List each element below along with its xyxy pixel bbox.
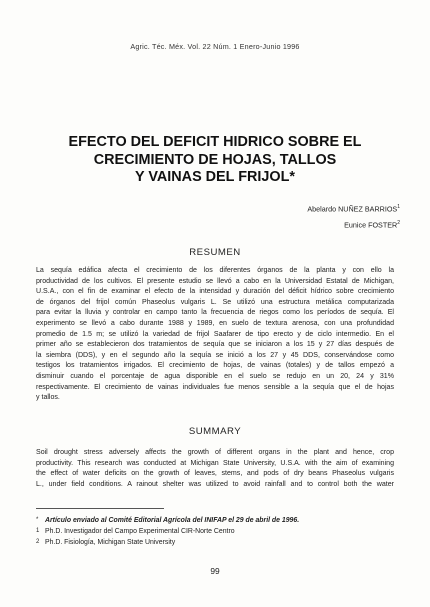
author-name: Abelardo NUÑEZ BARRIOS [307,204,398,214]
resumen-line: disminuir cuando el porcentaje de agua disponible en el suelo se redujo en un 20, 24 y 31% [36,372,394,380]
footnote-text: Ph.D. Fisiología, Michigan State University [45,539,176,546]
resumen-line: experimento se llevó a cabo durante 1988 y 1989, en suelo de textura arenosa, con una profundidad [36,319,394,327]
title-line: Y VAINAS DEL FRIJOL* [135,169,295,185]
footnote-text: Ph.D. Investigador del Campo Experimental CIR-Norte Centro [45,528,235,535]
resumen-line: la siembra (DDS), y en el segundo año la sequía se inició a los 27 y 45 DDS, conservándose como [36,351,394,359]
author-list [307,200,400,233]
summary-line: L., under field conditions. A rainout shelter was utilized to avoid rainfall and to control both the water [36,480,394,488]
footnote [36,526,394,537]
summary-line: Soil drought stress adversely affects the growth of different organs in the plant and hence, crop [36,449,394,456]
footnote-text: Artículo enviado al Comité Editorial Agrícola del INIFAP el 29 de abril de 1996. [45,517,300,524]
resumen-line: de órganos del frijol común Phaseolus vulgaris L. Se utilizó una estructura metálica computarizada [36,298,394,306]
resumen-heading: RESUMEN [189,247,241,258]
author-name: Eunice FOSTER [344,220,398,230]
resumen-paragraph [36,266,394,404]
title-line: EFECTO DEL DEFICIT HIDRICO SOBRE EL [68,134,362,150]
summary-line: the effect of water deficits on the growth of leaves, stems, and pods of dry beans Phaseolus vulgaris [36,470,394,478]
article-title [40,134,390,187]
author-1 [307,200,400,216]
author-affiliation-mark: 2 [397,220,400,227]
resumen-line: para evitar la lluvia y controlar en campo tanto la frecuencia de riegos como los períodos de sequía. El [36,309,394,317]
resumen-line: primer año se establecieron dos tratamientos de sequía que se iniciaron a los 15 y 27 días después de [36,341,394,349]
page-number: 99 [210,566,220,576]
resumen-line: y tallos. [36,394,60,402]
running-header: Agric. Téc. Méx. Vol. 22 Núm. 1 Enero-Junio 1996 [130,42,300,51]
footnote-mark: 1 [36,528,40,534]
resumen-line: productividad de los cultivos. El presente estudio se llevó a cabo en la Universidad Estatal de Michigan, [36,277,394,285]
resumen-line: La sequía edáfica afecta el crecimiento de los diferentes órganos de la planta y con ello la [36,267,394,274]
footnote-mark: 2 [36,539,40,545]
summary-line: productivity. This research was conducted at Michigan State University, U.S.A. with the aim of examining [36,459,394,467]
resumen-line: promedio de 1.5 m; se utilizó la variedad de frijol Saafarer de tipo erecto y de ciclo intermedio. En el [36,330,394,338]
author-2 [307,216,400,232]
author-affiliation-mark: 1 [397,204,400,210]
footnotes [36,515,394,548]
footnote [36,515,394,526]
resumen-line: U.S.A., con el fin de examinar el efecto de la intensidad y duración del déficit hídrico sobre crecimiento [36,288,394,296]
resumen-line: testigos los tratamientos irrigados. El crecimiento de hojas, de vainas (totales) y de tallos empezó a [36,362,394,370]
summary-heading: SUMMARY [188,426,242,437]
footnote [36,537,394,548]
title-line: CRECIMIENTO DE HOJAS, TALLOS [93,151,337,168]
footnote-divider [36,508,164,509]
summary-paragraph [36,448,394,490]
footnote-mark: * [36,517,39,523]
resumen-line: respectivamente. El crecimiento de vainas individuales fue menos sensible a la sequía que el de hojas [36,383,394,391]
